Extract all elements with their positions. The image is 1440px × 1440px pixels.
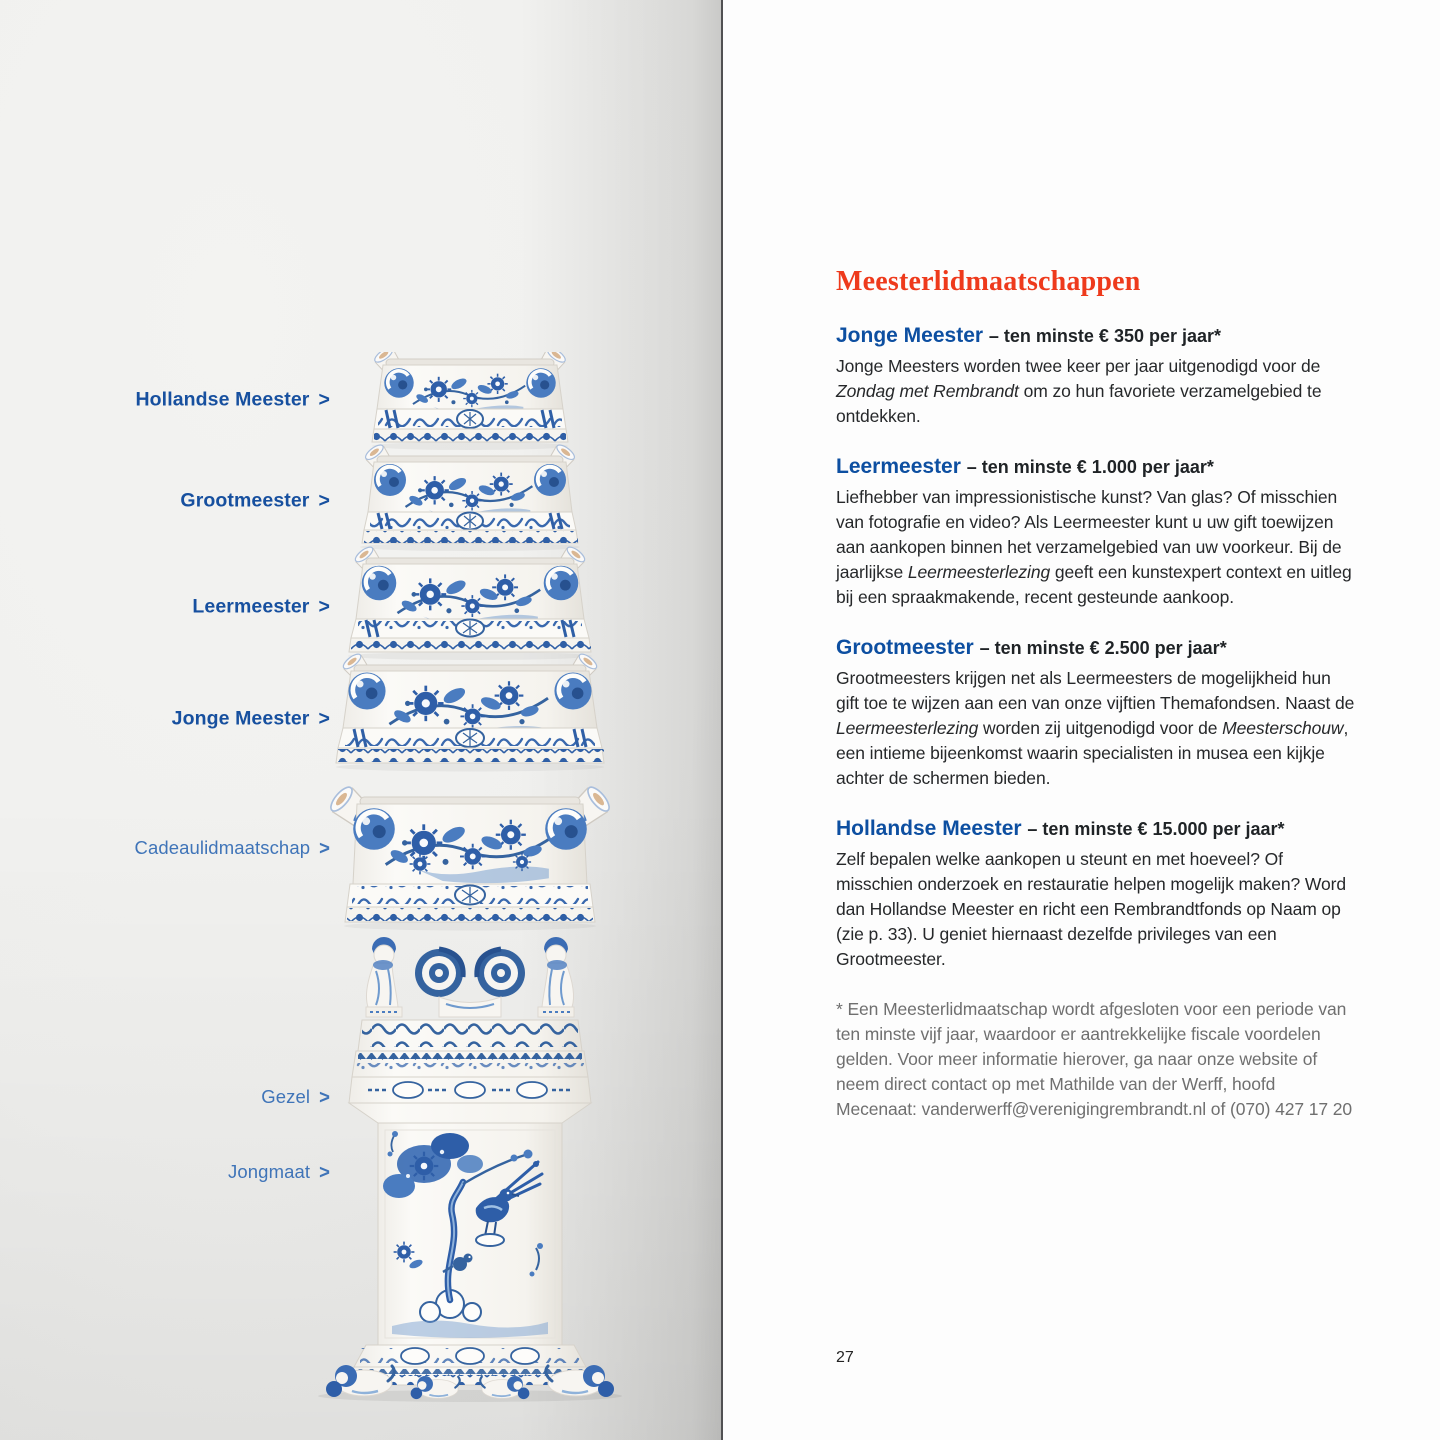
membership-content [836,266,1356,1122]
page-title: Meesterlidmaatschappen [836,266,1141,297]
vase-tier-grootmeester [360,442,580,551]
footnote: * Een Meesterlidmaatschap wordt afgesloten voor een periode van ten minste vijf jaar, waardoor er aantrekkelijke fiscale voordelen gelden. Voor meer informatie hierover, ga naar onze website of neem direct contact op met Mathilde van der Werff, hoofd Mecenaat: vanderwerff@verenigingrembrandt.nl of (070) 427 17 20 [836,999,1353,1119]
tier-price: – ten minste € 350 per jaar* [988,326,1222,346]
vase-tier-hollandse-meester [372,352,568,450]
section-leermeester [836,453,1356,610]
section-heading [836,322,1356,350]
tier-link-leermeester[interactable] [192,596,330,619]
tier-name: Hollandse Meester [836,817,1022,840]
section-body: Grootmeesters krijgen net als Leermeesters de mogelijkheid hun gift toe te wijzen aan een van onze vijftien Themafondsen. Naast de Leermeesterlezing worden zij uitgenodigd voor de Meesterschouw, een intieme bijeenkomst waarin specialisten in musea een kijkje achter de schermen bieden. [836,668,1355,788]
chevron-right-icon: > [318,594,330,619]
tier-link-gezel[interactable] [261,1086,330,1108]
tier-price: – ten minste € 15.000 per jaar* [1027,819,1285,839]
tier-link-label: Jongmaat [228,1161,311,1182]
section-body: Liefhebber van impressionistische kunst? Van glas? Of misschien van fotografie en video? Als Leermeester kunt u uw gift toewijzen aan aankopen binnen het verzamelgebied van uw voorkeur. Bij de jaarlijkse Leermeesterlezing geeft een kunstexpert context en uitleg bij een spraakmakende, recent gesteunde aankoop. [836,487,1352,607]
section-body: Zelf bepalen welke aankopen u steunt en met hoeveel? Of misschien onderzoek en restauratie helpen mogelijk maken? Word dan Hollandse Meester en richt een Rembrandtfonds op Naam op (zie p. 33). U geniet hiernaast dezelfde privileges van een Grootmeester. [836,849,1346,969]
tier-link-label: Grootmeester [180,489,310,512]
tier-link-label: Hollandse Meester [135,388,310,411]
section-heading [836,453,1356,481]
chevron-right-icon: > [319,1085,330,1108]
section-grootmeester [836,634,1356,791]
tier-link-grootmeester[interactable] [180,490,330,513]
vase-cornice [349,1020,591,1123]
vase-tier-cadeaulidmaatschap [327,783,613,930]
tier-link-cadeaulidmaatschap[interactable] [134,837,330,859]
tier-name: Leermeester [836,455,961,478]
chevron-right-icon: > [319,836,330,859]
page-number: 27 [836,1349,854,1366]
tier-link-jongmaat[interactable] [228,1161,330,1183]
tier-link-label: Jonge Meester [171,707,310,730]
section-jonge-meester [836,322,1356,429]
vase-base [318,1345,622,1402]
tier-link-label: Gezel [261,1086,311,1107]
section-heading [836,815,1356,843]
chevron-right-icon: > [319,1160,330,1183]
tier-price: – ten minste € 2.500 per jaar* [979,638,1227,658]
chevron-right-icon: > [318,387,330,412]
vase-supports [366,937,574,1017]
tulip-pyramid-illustration [300,352,645,1402]
section-hollandse-meester [836,815,1356,972]
vase-pedestal [378,1123,562,1345]
chevron-right-icon: > [318,706,330,731]
tier-link-jonge-meester[interactable] [172,708,330,731]
tier-link-hollandse-meester[interactable] [135,389,330,412]
section-body: Jonge Meesters worden twee keer per jaar uitgenodigd voor de Zondag met Rembrandt om zo hun favoriete verzamelgebied te ontdekken. [836,356,1322,426]
vase-tier-leermeester [348,544,592,660]
tier-name: Jonge Meester [836,324,984,347]
tier-link-label: Leermeester [192,595,310,618]
tier-link-label: Cadeaulidmaatschap [134,837,311,858]
tier-name: Grootmeester [836,636,974,659]
section-heading [836,634,1356,662]
chevron-right-icon: > [318,488,330,513]
right-page [723,0,1440,1440]
vase-tier-jonge-meester [336,651,604,771]
tier-price: – ten minste € 1.000 per jaar* [966,457,1214,477]
